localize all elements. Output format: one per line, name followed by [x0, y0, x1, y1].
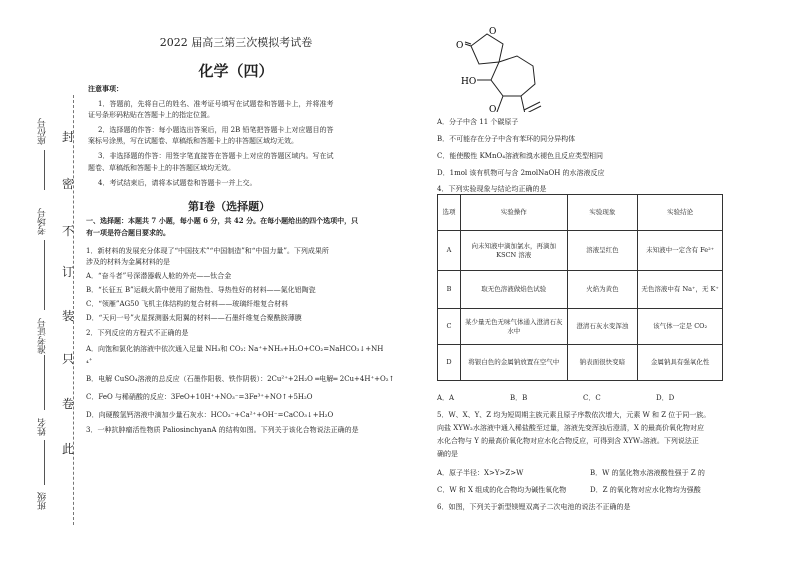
exam-room-label: 考场号 [38, 208, 48, 235]
q5-option-a: A．原子半径：X>Y>Z>W [437, 469, 524, 477]
q2-option-c: C．FeO 与稀硝酸的反应：3FeO+10H⁺+NO₃⁻=3Fe³⁺+NO↑+5H₂O [86, 393, 313, 401]
class-label: 班级 [38, 492, 48, 510]
q3-stem: 3．一种抗肿瘤活性物质 PaliosinchyanA 的结构如图。下列关于该化合物说法正确的是 [86, 426, 359, 434]
table-cell: 向未知液中滴加氯水，再滴加 KSCN 溶液 [460, 231, 567, 271]
table-row [438, 345, 723, 381]
seat-number-blank[interactable] [44, 150, 45, 190]
table-cell: D [438, 345, 461, 381]
table-cell: 溶液呈红色 [567, 231, 638, 271]
table-cell: 澄清石灰水变浑浊 [567, 309, 638, 345]
notice-line: 案标号涂黑，写在试题卷、草稿纸和答题卡上的非答题区域均无效。 [88, 137, 298, 145]
q3-option-a: A．分子中含 11 个碳原子 [437, 118, 519, 126]
table-header: 实验现象 [567, 195, 638, 231]
binding-char: 封 [62, 130, 75, 144]
q4-stem: 4．下列实验现象与结论均正确的是 [437, 185, 547, 193]
name-label: 姓名 [38, 418, 48, 436]
q1-stem: 涉及的材料为金属材料的是 [86, 258, 170, 266]
q3-option-d: D．1mol 该有机物可与含 2molNaOH 的水溶液反应 [437, 169, 605, 177]
table-header: 实验结论 [638, 195, 723, 231]
binding-char: 装 [62, 309, 75, 323]
table-cell: 该气体一定是 CO₂ [638, 309, 723, 345]
q4-choice-c: C．C [583, 394, 601, 402]
admission-number-label: 准考证号 [38, 318, 48, 354]
notice-heading: 注意事项： [88, 84, 123, 93]
q2-option-d: D．向硬酸氢钙溶液中滴加少量石灰水：HCO₃⁻+Ca²⁺+OH⁻=CaCO₃↓+H₂O [86, 411, 334, 419]
q5-stem: 向盐 XYW₂水溶液中通入稀盐酸至过量，溶液先变浑浊后澄清，X 的最高价氧化物对应 [437, 424, 705, 432]
structure-ho: HO [461, 77, 477, 87]
q4-experiment-table [437, 194, 723, 381]
q2-stem: 2．下列反应的方程式不正确的是 [86, 329, 189, 337]
table-cell: 某少量无色无味气体通入澄清石灰水中 [460, 309, 567, 345]
binding-char: 密 [62, 177, 75, 191]
binding-char: 订 [62, 265, 75, 279]
table-header: 选项 [438, 195, 461, 231]
q1-option-a: A．“奋斗者”号深潜器载人舱的外壳——钛合金 [86, 272, 232, 280]
table-row [438, 309, 723, 345]
section-title: 第Ⅰ卷（选择题） [188, 200, 271, 213]
q5-stem: 确的是 [437, 450, 458, 458]
structure-o-top: O [456, 41, 464, 51]
binding-char: 卷 [62, 397, 75, 411]
table-cell: 未知液中一定含有 Fe²⁺ [638, 231, 723, 271]
name-blank[interactable] [44, 440, 45, 485]
q2-option-b: B．电解 CuSO₄溶液的总反应（石墨作阳极、铁作阴极）：2Cu²⁺+2H₂O ═电解═ 2Cu+4H⁺+O₂↑ [86, 375, 395, 383]
q6-stem: 6．如图，下列关于新型镁锂双离子二次电池的说法不正确的是 [437, 503, 631, 511]
q3-option-c: C．能使酸性 KMnO₄溶液和溴水褪色且反应类型相同 [437, 152, 604, 160]
structure-o-ring: O [489, 27, 497, 37]
binding-margin [0, 0, 80, 562]
molecule-structure [445, 22, 555, 112]
table-cell: 无色溶液中有 Na⁺，无 K⁺ [638, 271, 723, 309]
table-cell: 钠表面很快变暗 [567, 345, 638, 381]
notice-line: 4．考试结束后，请将本试题卷和答题卡一并上交。 [98, 179, 257, 187]
admission-number-blank[interactable] [44, 355, 45, 410]
q5-option-d: D．Z 的氧化物对应水化物均为强酸 [590, 486, 701, 494]
notice-line: 题卷、草稿纸和答题卡上的非答题区域均无效。 [88, 164, 235, 172]
q2-option-a-cont: ₄⁺ [86, 357, 93, 365]
q5-stem: 5．W、X、Y、Z 均为短周期主族元素且原子序数依次增大，元素 W 和 Z 位于同一族。 [437, 411, 711, 419]
exam-title: 2022 届高三第三次模拟考试卷 [159, 36, 313, 49]
structure-o-lactone: O [489, 105, 497, 112]
table-cell: 金属钠具有强氧化性 [638, 345, 723, 381]
notice-line: 证号条形码粘贴在答题卡上的指定位置。 [88, 111, 214, 119]
binding-char: 不 [62, 224, 75, 238]
exam-subject: 化学（四） [198, 62, 274, 80]
q5-stem: 水化合物与 Y 的最高价氧化物对应水化合物反应，可得到含 XYW₂溶液。下列说法正 [437, 437, 699, 445]
q4-choice-a: A．A [437, 394, 455, 402]
q4-choice-b: B．B [510, 394, 528, 402]
q1-option-b: B．“长征五 B”运载火箭中使用了耐热性、导热性好的材料——氮化铝陶瓷 [86, 286, 316, 294]
notice-line: 3．非选择题的作答：用签字笔直接答在答题卡上对应的答题区域内。写在试 [98, 152, 334, 160]
section-intro: 有一项是符合题目要求的。 [86, 228, 170, 237]
table-header: 实验操作 [460, 195, 567, 231]
q2-option-a: A．向饱和氯化钠溶液中依次通入足量 NH₃和 CO₂: Na⁺+NH₃+H₂O+CO₂=NaHCO₃↓+NH [86, 345, 384, 353]
notice-line: 2．选择题的作答：每小题选出答案后，用 2B 铅笔把答题卡上对应题目的答 [98, 126, 334, 134]
table-cell: 将银白色的金属钠放置在空气中 [460, 345, 567, 381]
notice-line: 1．答题前，先将自己的姓名、准考证号填写在试题卷和答题卡上，并将准考 [98, 100, 334, 108]
q3-option-b: B．不可能存在分子中含有苯环的同分异构体 [437, 135, 576, 143]
table-row [438, 231, 723, 271]
q5-option-c: C．W 和 X 组成的化合物均为碱性氧化物 [437, 486, 567, 494]
binding-char: 只 [62, 352, 75, 366]
q1-option-d: D．“天问一号”火星探测器太阳翼的材料——石墨纤维复合聚酰胺薄膜 [86, 314, 302, 322]
binding-char: 此 [62, 442, 75, 456]
table-cell: B [438, 271, 461, 309]
table-cell: 火焰为黄色 [567, 271, 638, 309]
exam-room-blank[interactable] [44, 240, 45, 310]
table-cell: C [438, 309, 461, 345]
seat-number-label: 座位号 [38, 118, 48, 145]
table-row [438, 271, 723, 309]
q1-option-c: C．“领雁”AG50 飞机主体结构的复合材料——玻璃纤维复合材料 [86, 300, 289, 308]
section-intro: 一、选择题：本题共 7 小题，每小题 6 分，共 42 分。在每小题给出的四个选项中，只 [86, 216, 359, 225]
q1-stem: 1．新材料的发展充分体现了“中国技术”“中国制造”和“中国力量”。下列成果所 [86, 247, 329, 255]
table-cell: 取无色溶液做焰色试验 [460, 271, 567, 309]
q5-option-b: B．W 的氢化物水溶液酸性强于 Z 的 [590, 469, 705, 477]
table-cell: A [438, 231, 461, 271]
q4-choice-d: D．D [656, 394, 675, 402]
